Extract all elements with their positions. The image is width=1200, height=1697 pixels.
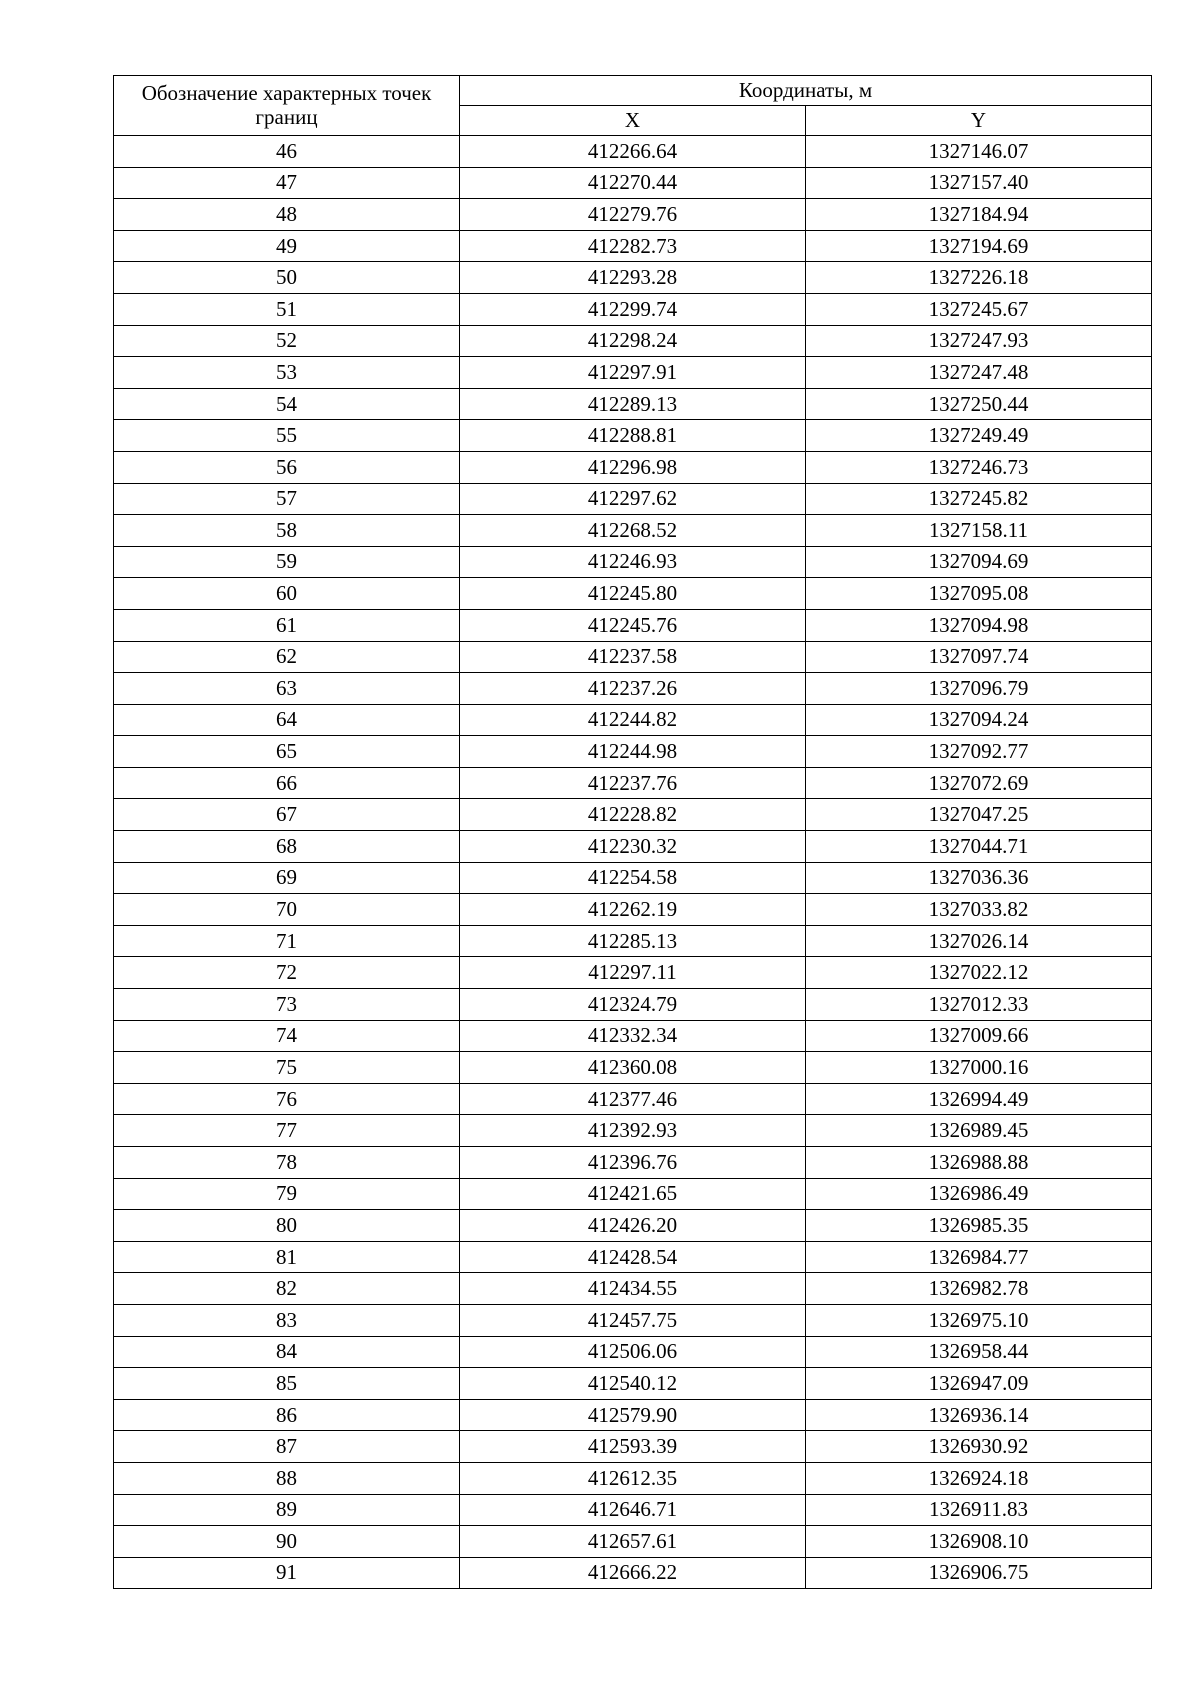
point-number-cell: 77 xyxy=(114,1115,460,1147)
point-number-cell: 57 xyxy=(114,483,460,515)
x-coordinate-cell: 412299.74 xyxy=(460,293,806,325)
x-coordinate-cell: 412646.71 xyxy=(460,1494,806,1526)
y-coordinate-cell: 1326982.78 xyxy=(806,1273,1152,1305)
y-coordinate-cell: 1327044.71 xyxy=(806,831,1152,863)
table-row xyxy=(114,704,1152,736)
point-number-cell: 87 xyxy=(114,1431,460,1463)
x-coordinate-cell: 412666.22 xyxy=(460,1557,806,1589)
x-coordinate-cell: 412593.39 xyxy=(460,1431,806,1463)
x-coordinate-cell: 412657.61 xyxy=(460,1526,806,1558)
x-coordinate-cell: 412579.90 xyxy=(460,1399,806,1431)
y-coordinate-cell: 1327245.67 xyxy=(806,293,1152,325)
x-coordinate-cell: 412279.76 xyxy=(460,199,806,231)
y-coordinate-cell: 1327246.73 xyxy=(806,451,1152,483)
table-row xyxy=(114,325,1152,357)
table-row xyxy=(114,1178,1152,1210)
point-number-cell: 72 xyxy=(114,957,460,989)
table-row xyxy=(114,136,1152,168)
table-row xyxy=(114,831,1152,863)
table-row xyxy=(114,1115,1152,1147)
y-coordinate-cell: 1326930.92 xyxy=(806,1431,1152,1463)
y-coordinate-cell: 1327245.82 xyxy=(806,483,1152,515)
table-row xyxy=(114,420,1152,452)
table-row xyxy=(114,1431,1152,1463)
y-column-header: Y xyxy=(806,106,1152,136)
point-number-cell: 73 xyxy=(114,989,460,1021)
point-number-cell: 62 xyxy=(114,641,460,673)
x-coordinate-cell: 412612.35 xyxy=(460,1462,806,1494)
table-row xyxy=(114,167,1152,199)
point-number-cell: 89 xyxy=(114,1494,460,1526)
y-coordinate-cell: 1327009.66 xyxy=(806,1020,1152,1052)
x-coordinate-cell: 412237.26 xyxy=(460,673,806,705)
point-number-cell: 56 xyxy=(114,451,460,483)
point-number-cell: 65 xyxy=(114,736,460,768)
x-coordinate-cell: 412457.75 xyxy=(460,1304,806,1336)
point-number-cell: 64 xyxy=(114,704,460,736)
table-row xyxy=(114,1241,1152,1273)
y-coordinate-cell: 1327094.69 xyxy=(806,546,1152,578)
y-coordinate-cell: 1327094.24 xyxy=(806,704,1152,736)
y-coordinate-cell: 1326911.83 xyxy=(806,1494,1152,1526)
coordinates-table xyxy=(113,75,1152,1589)
table-row xyxy=(114,293,1152,325)
y-coordinate-cell: 1327092.77 xyxy=(806,736,1152,768)
x-coordinate-cell: 412293.28 xyxy=(460,262,806,294)
point-number-cell: 58 xyxy=(114,515,460,547)
table-row xyxy=(114,957,1152,989)
point-number-cell: 67 xyxy=(114,799,460,831)
point-number-cell: 60 xyxy=(114,578,460,610)
x-coordinate-cell: 412270.44 xyxy=(460,167,806,199)
y-coordinate-cell: 1327247.93 xyxy=(806,325,1152,357)
x-coordinate-cell: 412230.32 xyxy=(460,831,806,863)
table-row xyxy=(114,451,1152,483)
point-number-cell: 88 xyxy=(114,1462,460,1494)
x-coordinate-cell: 412289.13 xyxy=(460,388,806,420)
x-coordinate-cell: 412244.82 xyxy=(460,704,806,736)
table-row xyxy=(114,989,1152,1021)
x-coordinate-cell: 412421.65 xyxy=(460,1178,806,1210)
y-coordinate-cell: 1326988.88 xyxy=(806,1147,1152,1179)
y-coordinate-cell: 1327194.69 xyxy=(806,230,1152,262)
point-number-cell: 79 xyxy=(114,1178,460,1210)
y-coordinate-cell: 1327158.11 xyxy=(806,515,1152,547)
table-row xyxy=(114,894,1152,926)
table-row xyxy=(114,767,1152,799)
point-number-cell: 48 xyxy=(114,199,460,231)
point-number-cell: 59 xyxy=(114,546,460,578)
table-row xyxy=(114,262,1152,294)
point-number-cell: 46 xyxy=(114,136,460,168)
y-coordinate-cell: 1327247.48 xyxy=(806,357,1152,389)
point-number-cell: 84 xyxy=(114,1336,460,1368)
table-row xyxy=(114,1020,1152,1052)
x-coordinate-cell: 412282.73 xyxy=(460,230,806,262)
y-coordinate-cell: 1326975.10 xyxy=(806,1304,1152,1336)
point-number-cell: 66 xyxy=(114,767,460,799)
table-row xyxy=(114,673,1152,705)
x-coordinate-cell: 412296.98 xyxy=(460,451,806,483)
y-coordinate-cell: 1327146.07 xyxy=(806,136,1152,168)
y-coordinate-cell: 1326908.10 xyxy=(806,1526,1152,1558)
y-coordinate-cell: 1327000.16 xyxy=(806,1052,1152,1084)
x-coordinate-cell: 412285.13 xyxy=(460,925,806,957)
x-coordinate-cell: 412360.08 xyxy=(460,1052,806,1084)
x-coordinate-cell: 412297.11 xyxy=(460,957,806,989)
document-page xyxy=(113,75,1151,1589)
point-number-cell: 90 xyxy=(114,1526,460,1558)
y-coordinate-cell: 1326994.49 xyxy=(806,1083,1152,1115)
y-coordinate-cell: 1327250.44 xyxy=(806,388,1152,420)
x-coordinate-cell: 412237.58 xyxy=(460,641,806,673)
table-row xyxy=(114,357,1152,389)
point-number-cell: 76 xyxy=(114,1083,460,1115)
table-body xyxy=(114,136,1152,1589)
y-coordinate-cell: 1327097.74 xyxy=(806,641,1152,673)
table-row xyxy=(114,1083,1152,1115)
point-number-cell: 70 xyxy=(114,894,460,926)
table-row xyxy=(114,199,1152,231)
table-row xyxy=(114,1273,1152,1305)
point-number-cell: 55 xyxy=(114,420,460,452)
x-column-header: X xyxy=(460,106,806,136)
x-coordinate-cell: 412297.91 xyxy=(460,357,806,389)
y-coordinate-cell: 1326924.18 xyxy=(806,1462,1152,1494)
y-coordinate-cell: 1327072.69 xyxy=(806,767,1152,799)
table-row xyxy=(114,609,1152,641)
table-row xyxy=(114,1462,1152,1494)
x-coordinate-cell: 412332.34 xyxy=(460,1020,806,1052)
point-number-cell: 51 xyxy=(114,293,460,325)
coordinates-header: Координаты, м xyxy=(460,76,1152,106)
table-row xyxy=(114,1147,1152,1179)
point-number-cell: 82 xyxy=(114,1273,460,1305)
table-row xyxy=(114,1494,1152,1526)
table-row xyxy=(114,388,1152,420)
x-coordinate-cell: 412244.98 xyxy=(460,736,806,768)
x-coordinate-cell: 412266.64 xyxy=(460,136,806,168)
x-coordinate-cell: 412245.76 xyxy=(460,609,806,641)
point-number-cell: 75 xyxy=(114,1052,460,1084)
table-row xyxy=(114,1336,1152,1368)
x-coordinate-cell: 412434.55 xyxy=(460,1273,806,1305)
point-number-cell: 83 xyxy=(114,1304,460,1336)
x-coordinate-cell: 412506.06 xyxy=(460,1336,806,1368)
y-coordinate-cell: 1326984.77 xyxy=(806,1241,1152,1273)
point-number-cell: 63 xyxy=(114,673,460,705)
x-coordinate-cell: 412245.80 xyxy=(460,578,806,610)
x-coordinate-cell: 412298.24 xyxy=(460,325,806,357)
y-coordinate-cell: 1326986.49 xyxy=(806,1178,1152,1210)
x-coordinate-cell: 412288.81 xyxy=(460,420,806,452)
table-row xyxy=(114,515,1152,547)
table-row xyxy=(114,1526,1152,1558)
point-number-cell: 86 xyxy=(114,1399,460,1431)
x-coordinate-cell: 412377.46 xyxy=(460,1083,806,1115)
y-coordinate-cell: 1327096.79 xyxy=(806,673,1152,705)
table-row xyxy=(114,1052,1152,1084)
y-coordinate-cell: 1326947.09 xyxy=(806,1368,1152,1400)
point-number-cell: 81 xyxy=(114,1241,460,1273)
x-coordinate-cell: 412392.93 xyxy=(460,1115,806,1147)
x-coordinate-cell: 412268.52 xyxy=(460,515,806,547)
x-coordinate-cell: 412396.76 xyxy=(460,1147,806,1179)
point-number-cell: 69 xyxy=(114,862,460,894)
x-coordinate-cell: 412324.79 xyxy=(460,989,806,1021)
x-coordinate-cell: 412254.58 xyxy=(460,862,806,894)
table-row xyxy=(114,1399,1152,1431)
x-coordinate-cell: 412246.93 xyxy=(460,546,806,578)
y-coordinate-cell: 1327036.36 xyxy=(806,862,1152,894)
table-row xyxy=(114,1368,1152,1400)
y-coordinate-cell: 1326958.44 xyxy=(806,1336,1152,1368)
y-coordinate-cell: 1327026.14 xyxy=(806,925,1152,957)
y-coordinate-cell: 1327047.25 xyxy=(806,799,1152,831)
table-row xyxy=(114,546,1152,578)
x-coordinate-cell: 412428.54 xyxy=(460,1241,806,1273)
point-number-cell: 74 xyxy=(114,1020,460,1052)
y-coordinate-cell: 1327094.98 xyxy=(806,609,1152,641)
x-coordinate-cell: 412540.12 xyxy=(460,1368,806,1400)
y-coordinate-cell: 1327157.40 xyxy=(806,167,1152,199)
y-coordinate-cell: 1327184.94 xyxy=(806,199,1152,231)
point-number-cell: 50 xyxy=(114,262,460,294)
x-coordinate-cell: 412237.76 xyxy=(460,767,806,799)
table-row xyxy=(114,1304,1152,1336)
x-coordinate-cell: 412262.19 xyxy=(460,894,806,926)
point-number-cell: 53 xyxy=(114,357,460,389)
table-row xyxy=(114,862,1152,894)
y-coordinate-cell: 1327095.08 xyxy=(806,578,1152,610)
table-row xyxy=(114,925,1152,957)
point-number-cell: 54 xyxy=(114,388,460,420)
point-number-cell: 49 xyxy=(114,230,460,262)
x-coordinate-cell: 412297.62 xyxy=(460,483,806,515)
point-number-cell: 80 xyxy=(114,1210,460,1242)
point-number-cell: 78 xyxy=(114,1147,460,1179)
x-coordinate-cell: 412228.82 xyxy=(460,799,806,831)
table-header xyxy=(114,76,1152,136)
table-row xyxy=(114,1210,1152,1242)
y-coordinate-cell: 1327022.12 xyxy=(806,957,1152,989)
x-coordinate-cell: 412426.20 xyxy=(460,1210,806,1242)
point-number-cell: 61 xyxy=(114,609,460,641)
y-coordinate-cell: 1327033.82 xyxy=(806,894,1152,926)
point-designation-header: Обозначение характерных точек границ xyxy=(114,76,460,136)
table-row xyxy=(114,736,1152,768)
table-row xyxy=(114,799,1152,831)
y-coordinate-cell: 1326985.35 xyxy=(806,1210,1152,1242)
table-row xyxy=(114,641,1152,673)
point-number-cell: 52 xyxy=(114,325,460,357)
y-coordinate-cell: 1327012.33 xyxy=(806,989,1152,1021)
y-coordinate-cell: 1326906.75 xyxy=(806,1557,1152,1589)
point-number-cell: 85 xyxy=(114,1368,460,1400)
y-coordinate-cell: 1327226.18 xyxy=(806,262,1152,294)
point-number-cell: 91 xyxy=(114,1557,460,1589)
y-coordinate-cell: 1326936.14 xyxy=(806,1399,1152,1431)
table-row xyxy=(114,230,1152,262)
point-number-cell: 47 xyxy=(114,167,460,199)
point-number-cell: 71 xyxy=(114,925,460,957)
y-coordinate-cell: 1326989.45 xyxy=(806,1115,1152,1147)
table-row xyxy=(114,483,1152,515)
y-coordinate-cell: 1327249.49 xyxy=(806,420,1152,452)
table-row xyxy=(114,1557,1152,1589)
table-row xyxy=(114,578,1152,610)
point-number-cell: 68 xyxy=(114,831,460,863)
